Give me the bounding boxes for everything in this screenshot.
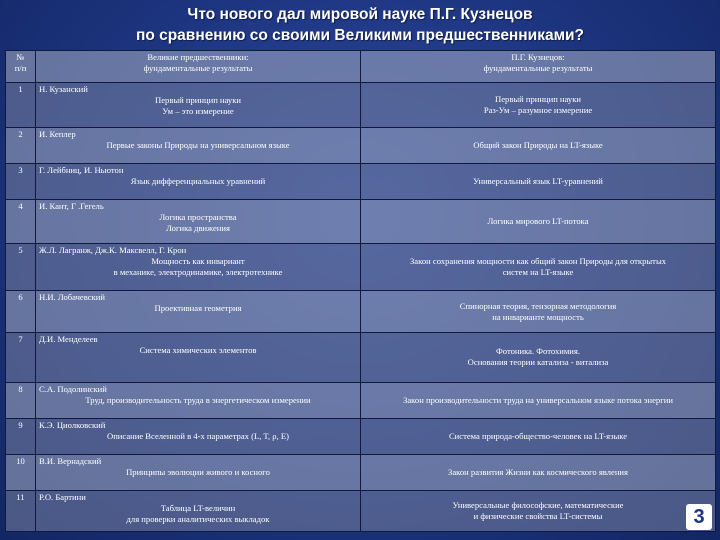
row-number: 8 xyxy=(6,382,36,418)
predecessor-result: Первые законы Природы на универсальном языке xyxy=(106,140,290,151)
predecessor-result: Мощность как инвариант xyxy=(151,255,245,266)
table-row xyxy=(6,333,716,382)
kuznetsov-cell xyxy=(361,382,716,418)
table-row xyxy=(6,128,716,164)
kuznetsov-cell xyxy=(361,333,716,382)
kuznetsov-result: систем на LT-языке xyxy=(502,266,574,277)
predecessor-result: Логика движения xyxy=(166,223,230,234)
predecessor-name: Н.И. Лобачевский xyxy=(39,291,105,302)
table-row xyxy=(6,418,716,454)
kuznetsov-cell xyxy=(361,128,716,164)
row-number: 11 xyxy=(6,490,36,531)
kuznetsov-result: Логика мирового LT-потока xyxy=(487,215,589,226)
predecessor-result: Труд, производительность труда в энергетическом измерении xyxy=(85,394,311,405)
kuznetsov-cell xyxy=(361,490,716,531)
table-row xyxy=(6,454,716,490)
kuznetsov-result: Система природа-общество-человек на LT-языке xyxy=(448,430,628,441)
table-row xyxy=(6,382,716,418)
kuznetsov-result: Закон сохранения мощности как общий закон Природы для открытых xyxy=(409,255,667,266)
row-number: 5 xyxy=(6,243,36,290)
kuznetsov-cell xyxy=(361,164,716,200)
comparison-table xyxy=(5,50,716,532)
row-number: 2 xyxy=(6,128,36,164)
predecessor-result: Логика пространства xyxy=(159,212,237,223)
kuznetsov-result: Закон развития Жизни как космического явления xyxy=(448,466,628,477)
kuznetsov-result: Спинорная теория, тензорная методология xyxy=(459,300,617,311)
kuznetsov-result: Закон производительности труда на универсальном языке потока энергии xyxy=(403,394,673,405)
predecessor-cell xyxy=(36,164,361,200)
predecessor-name: Н. Кузанский xyxy=(39,84,88,94)
predecessor-result: Ум – это измерение xyxy=(162,106,234,116)
slide-title xyxy=(0,4,720,46)
header-row xyxy=(6,51,716,83)
predecessor-result: для проверки аналитических выкладок xyxy=(126,513,270,524)
header-kuznetsov: П.Г. Кузнецов: фундаментальные результаты xyxy=(361,51,716,83)
row-number: 3 xyxy=(6,164,36,200)
predecessor-cell xyxy=(36,290,361,332)
row-number: 7 xyxy=(6,333,36,382)
kuznetsov-result: Первый принцип науки xyxy=(495,94,581,105)
kuznetsov-result: Универсальный язык LT-уравнений xyxy=(473,176,603,187)
predecessor-cell xyxy=(36,490,361,531)
page-number: 3 xyxy=(686,504,712,530)
predecessor-result: Проективная геометрия xyxy=(154,302,242,313)
table-row xyxy=(6,83,716,128)
predecessor-name: Р.О. Бартини xyxy=(39,491,86,502)
table-row xyxy=(6,290,716,332)
predecessor-name: И. Кеплер xyxy=(39,129,76,140)
predecessor-name: Ж.Л. Лагранж, Дж.К. Максвелл, Г. Крон xyxy=(39,244,187,255)
predecessor-name: Г. Лейбниц, И. Ньютон xyxy=(39,165,124,176)
row-number: 4 xyxy=(6,200,36,243)
predecessor-name: С.А. Подолинский xyxy=(39,383,107,394)
kuznetsov-result: на инварианте мощность xyxy=(492,311,584,322)
predecessor-result: Описание Вселенной в 4-х параметрах (L, T, ρ, E) xyxy=(107,430,289,441)
table-row xyxy=(6,243,716,290)
predecessor-name: В.И. Вернадский xyxy=(39,455,102,466)
predecessor-cell xyxy=(36,333,361,382)
table-row xyxy=(6,490,716,531)
kuznetsov-result: Раз-Ум – разумное измерение xyxy=(483,105,593,116)
predecessor-cell xyxy=(36,200,361,243)
predecessor-result: Система химических элементов xyxy=(139,345,257,356)
row-number: 1 xyxy=(6,83,36,128)
header-num: № п/п xyxy=(6,51,36,83)
predecessor-result: в механике, электродинамике, электротехнике xyxy=(113,266,283,277)
row-number: 10 xyxy=(6,454,36,490)
predecessor-cell xyxy=(36,454,361,490)
predecessor-cell xyxy=(36,382,361,418)
predecessor-cell xyxy=(36,243,361,290)
table-row xyxy=(6,164,716,200)
predecessor-result: Принципы эволюции живого и косного xyxy=(126,466,270,477)
kuznetsov-result: и физические свойства LT-системы xyxy=(473,510,603,521)
title-line-1: Что нового дал мировой науке П.Г. Кузнецов xyxy=(187,6,533,23)
predecessor-cell xyxy=(36,128,361,164)
title-line-2: по сравнению со своими Великими предшественниками? xyxy=(135,27,585,44)
predecessor-name: Д.И. Менделеев xyxy=(39,334,98,345)
predecessor-result: Первый принцип науки xyxy=(155,95,241,105)
kuznetsov-result: Универсальные философские, математические xyxy=(452,499,624,510)
predecessor-cell xyxy=(36,418,361,454)
table-row xyxy=(6,200,716,243)
predecessor-name: И. Кант, Г .Гегель xyxy=(39,201,104,212)
row-number: 6 xyxy=(6,290,36,332)
predecessor-result: Язык дифференциальных уравнений xyxy=(130,176,266,187)
kuznetsov-result: Общий закон Природы на LT-языке xyxy=(473,140,603,151)
kuznetsov-cell xyxy=(361,243,716,290)
kuznetsov-cell xyxy=(361,200,716,243)
predecessor-name: К.Э. Циолковский xyxy=(39,419,106,430)
header-predecessors: Великие предшественники: фундаментальные результаты xyxy=(36,51,361,83)
kuznetsov-result: Фотоника. Фотохимия. xyxy=(496,346,580,357)
predecessor-result: Таблица LT-величин xyxy=(160,502,236,513)
kuznetsov-cell xyxy=(361,418,716,454)
row-number: 9 xyxy=(6,418,36,454)
kuznetsov-cell xyxy=(361,290,716,332)
kuznetsov-cell xyxy=(361,83,716,128)
kuznetsov-result: Основания теории катализа - витализа xyxy=(467,357,609,368)
kuznetsov-cell xyxy=(361,454,716,490)
predecessor-cell xyxy=(36,83,361,128)
